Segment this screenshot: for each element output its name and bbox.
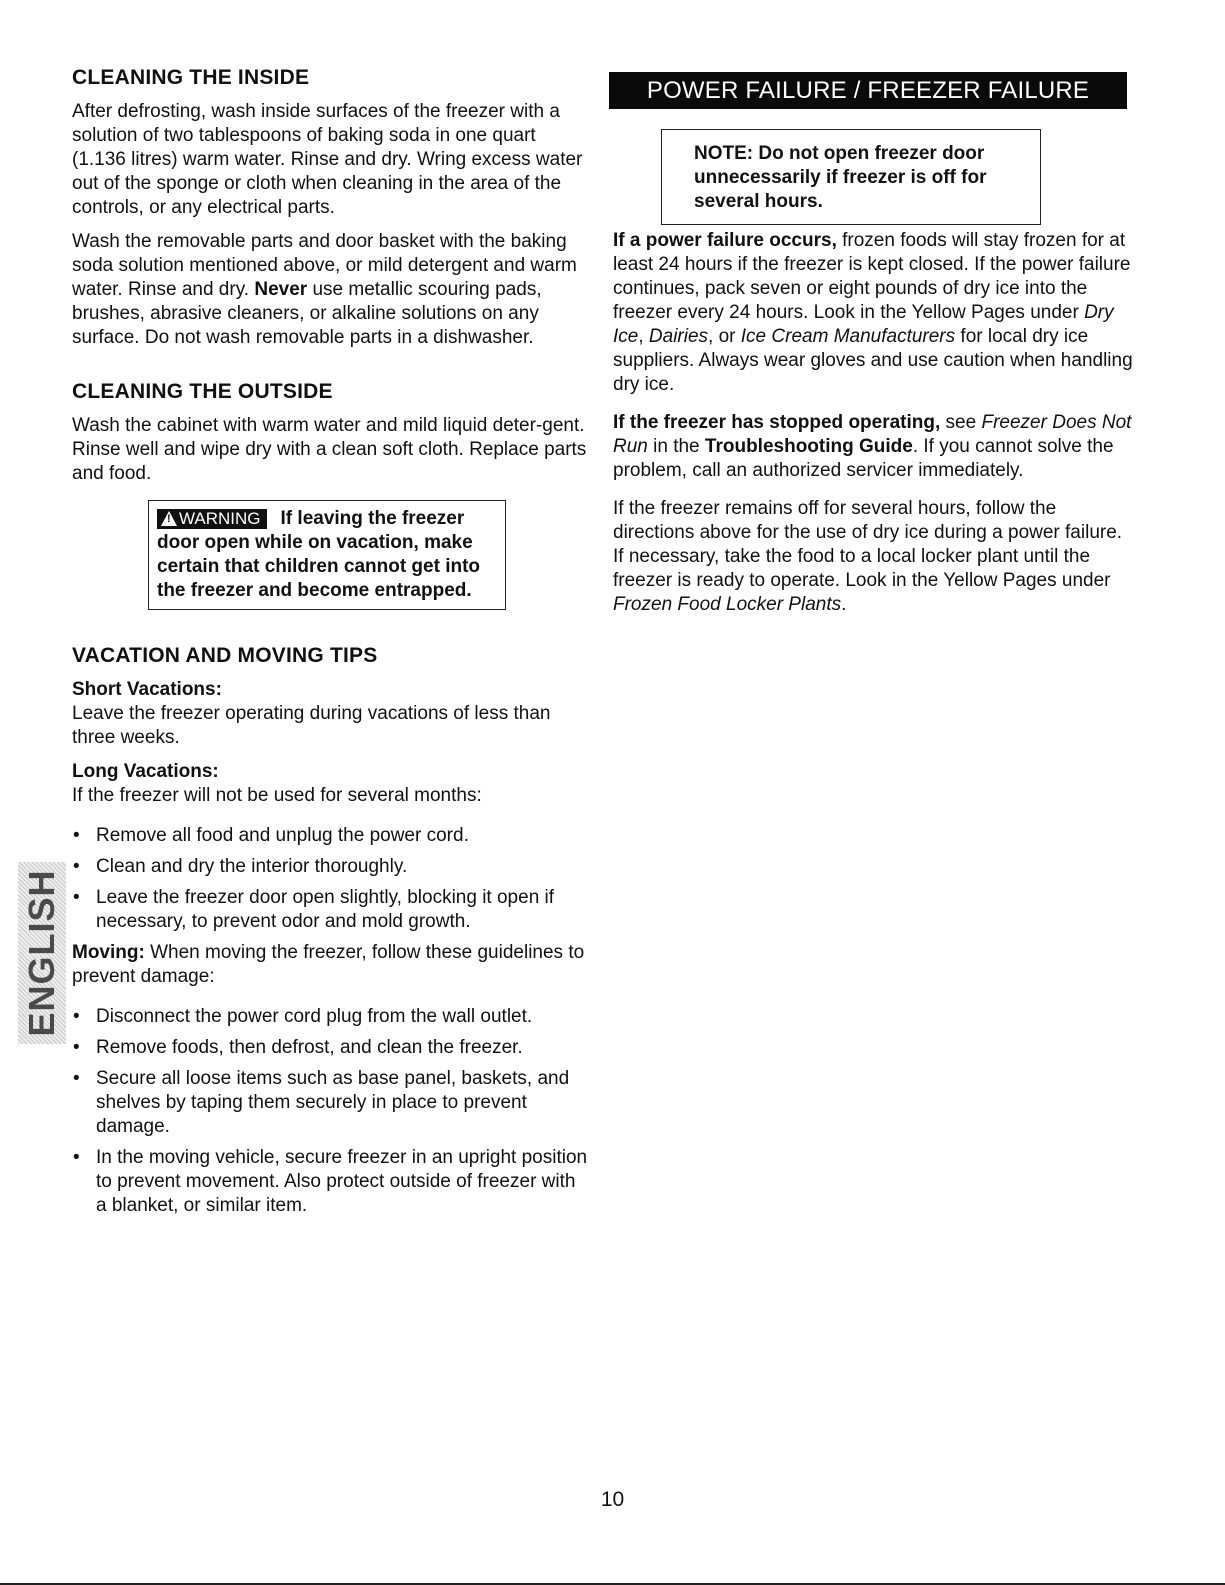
list-item: • Remove foods, then defrost, and clean the freezer. [72,1036,588,1060]
cleaning-outside-heading: CLEANING THE OUTSIDE [72,380,333,403]
note-box: NOTE: Do not open freezer door unnecessarily if freezer is off for several hours. [661,129,1041,225]
page-number: 10 [600,1488,625,1511]
long-vacations-list [72,824,588,934]
vacation-heading: VACATION AND MOVING TIPS [72,644,378,667]
list-item: • Leave the freezer door open slightly, blocking it open if necessary, to prevent odor and mold growth. [72,886,588,934]
power-failure-para: If a power failure occurs, frozen foods will stay frozen for at least 24 hours if the freezer is kept closed. If the power failure continues, pack seven or eight pounds of dry ice into the freezer every 24 hours. Look in the Yellow Pages under Dry Ice, Dairies, or Ice Cream Manufacturers for local dry ice suppliers. Always wear gloves and use caution when handling dry ice. [613,230,1133,395]
cleaning-inside-para-2: Wash the removable parts and door basket with the baking soda solution mentioned above, or mild detergent and warm water. Rinse and dry. Never use metallic scouring pads, brushes, abrasive cleaners, or alkaline solutions on any surface. Do not wash removable parts in a dishwasher. [72,231,577,348]
warning-box [148,500,506,610]
list-item: • Remove all food and unplug the power cord. [72,824,588,848]
stopped-operating-para: If the freezer has stopped operating, see Freezer Does Not Run in the Troubleshooting Guide. If you cannot solve the problem, call an authorized servicer immediately. [613,412,1132,481]
warning-badge: ! WARNING [157,509,267,529]
power-failure-banner: POWER FAILURE / FREEZER FAILURE [609,72,1127,109]
list-item: • Disconnect the power cord plug from the wall outlet. [72,1005,588,1029]
language-side-tab: ENGLISH [18,862,66,1044]
list-item: • Secure all loose items such as base panel, baskets, and shelves by taping them securely in place to prevent damage. [72,1067,588,1139]
remains-off-para: If the freezer remains off for several hours, follow the directions above for the use of dry ice during a power failure. If necessary, take the food to a local locker plant until the freezer is ready to operate. Look in the Yellow Pages under Frozen Food Locker Plants. [613,498,1123,615]
moving-para: Moving: When moving the freezer, follow these guidelines to prevent damage: [72,942,585,987]
cleaning-inside-para-1: After defrosting, wash inside surfaces of the freezer with a solution of two tablespoons of baking soda in one quart (1.136 litres) warm water. Rinse and dry. Wring excess water out of the sponge or cloth when cleaning in the area of the controls, or any electrical parts. [72,101,583,218]
warning-triangle-icon: ! [161,511,177,526]
short-vacations-label: Short Vacations: [72,679,222,700]
long-vacations-text: If the freezer will not be used for several months: [72,785,482,806]
left-column [72,66,588,1225]
cleaning-outside-para: Wash the cabinet with warm water and mild liquid deter-gent. Rinse well and wipe dry with a clean soft cloth. Replace parts and food. [72,415,587,484]
warning-text: If leaving the freezer door open while on vacation, make certain that children cannot get into the freezer and become entrapped. [157,508,481,601]
short-vacations-text: Leave the freezer operating during vacations of less than three weeks. [72,703,551,748]
list-item: • In the moving vehicle, secure freezer in an upright position to prevent movement. Also protect outside of freezer with a blanket, or similar item. [72,1146,588,1218]
right-column [613,72,1133,627]
long-vacations-label: Long Vacations: [72,761,219,782]
list-item: • Clean and dry the interior thoroughly. [72,855,588,879]
moving-list [72,1005,588,1218]
cleaning-inside-heading: CLEANING THE INSIDE [72,66,310,89]
